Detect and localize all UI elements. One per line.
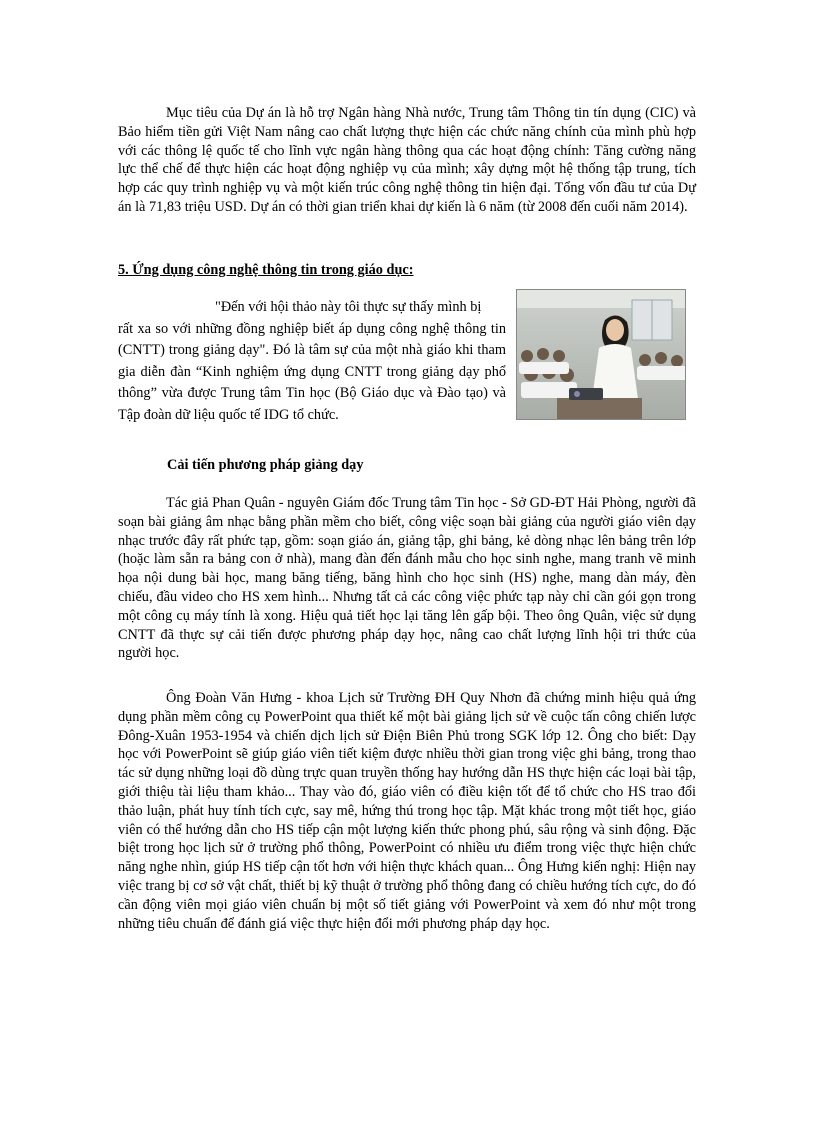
quote-first-line: "Đến với hội thảo này tôi thực sự thấy mình bị (215, 299, 482, 315)
quote-rest: rất xa so với những đồng nghiệp biết áp dụng công nghệ thông tin (CNTT) trong giảng dạy". Đó là tâm sự của một nhà giáo khi tham gia diễn đàn “Kinh nghiệm ứng dụng CNTT trong giảng dạy phổ thông” vừa được Trung tâm Tin học (Bộ Giáo dục và Đào tạo) và Tập đoàn dữ liệu quốc tế IDG tổ chức. (118, 320, 506, 423)
section-heading: 5. Ứng dụng công nghệ thông tin trong giáo dục: (118, 262, 414, 278)
quote-paragraph (118, 297, 506, 427)
classroom-photo (516, 289, 686, 420)
subheading: Cải tiến phương pháp giảng dạy (167, 457, 364, 473)
paragraph-phan-quan: Tác giả Phan Quân - nguyên Giám đốc Trung tâm Tin học - Sở GD-ĐT Hải Phòng, người đã soạn bài giảng âm nhạc bằng phần mềm cho biết, công việc soạn bài giảng của người giáo viên dạy nhạc trước đây rất phức tạp, gồm: soạn giáo án, giảng tập, ghi bảng, kẻ dòng nhạc lên bảng trên lớp (hoặc làm sẵn ra bảng con ở nhà), mang đàn đến đánh mẫu cho học sinh nghe, mang tranh vẽ minh họa nội dung bài học, mang băng tiếng, băng hình cho học sinh (HS) nghe, mang dàn máy, đèn chiếu, đầu video cho HS xem hình... Nhưng tất cả các công việc phức tạp này chỉ cần gói gọn trong một công cụ máy tính là xong. Hiệu quả tiết học lại tăng lên gấp bội. Theo ông Quân, việc sử dụng CNTT đã thực sự cải tiến được phương pháp dạy học, nâng cao chất lượng lĩnh hội tri thức của người học. (118, 495, 696, 662)
paragraph-project: Mục tiêu của Dự án là hỗ trợ Ngân hàng Nhà nước, Trung tâm Thông tin tín dụng (CIC) và Bảo hiểm tiền gửi Việt Nam nâng cao chất lượng thực hiện các chức năng chính của mình phù hợp với các thông lệ quốc tế cho lĩnh vực ngân hàng thông qua các hoạt động chính: Tăng cường năng lực thể chế để thực hiện các hoạt động nghiệp vụ của mình; xây dựng một hệ thống tập trung, tích hợp các quy trình nghiệp vụ và một kiến trúc công nghệ thông tin hiện đại. Tổng vốn đầu tư của Dự án là 71,83 triệu USD. Dự án có thời gian triển khai dự kiến là 6 năm (từ 2008 đến cuối năm 2014). (118, 105, 696, 215)
paragraph-doan-van-hung: Ông Đoàn Văn Hưng - khoa Lịch sử Trường ĐH Quy Nhơn đã chứng minh hiệu quả ứng dụng phần mềm công cụ PowerPoint qua thiết kế một bài giảng lịch sử về cuộc tấn công chiến lược Đông-Xuân 1953-1954 và chiến dịch lịch sử Điện Biên Phủ trong SGK lớp 12. Ông cho biết: Dạy học với PowerPoint sẽ giúp giáo viên tiết kiệm được nhiều thời gian trong việc ghi bảng, trong thao tác sử dụng những loại đồ dùng trực quan truyền thống hay hướng dẫn HS thực hiện các loại bài tập, giới thiệu tài liệu tham khảo... Thay vào đó, giáo viên có điều kiện tốt để tổ chức cho HS trao đổi thảo luận, phát huy tính tích cực, say mê, hứng thú trong học tập. Mặt khác trong một tiết học, giáo viên có thể hướng dẫn cho HS tiếp cận một lượng kiến thức phong phú, sâu rộng và sinh động. Đặc biệt trong học lịch sử ở trường phổ thông, PowerPoint có nhiều ưu điểm trong việc thực hiện chức năng nghe nhìn, giúp HS tiếp cận tốt hơn với hiện thực khách quan... Ông Hưng kiến nghị: Hiện nay việc trang bị cơ sở vật chất, thiết bị kỹ thuật ở trường phổ thông đang có chiều hướng tích cực, do đó cần động viên mọi giáo viên chuẩn bị một số tiết giảng với PowerPoint và xem đó như một trong những tiêu chuẩn để đánh giá việc thực hiện đổi mới phương pháp dạy học. (118, 690, 696, 932)
classroom-photo-illustration (517, 290, 686, 420)
